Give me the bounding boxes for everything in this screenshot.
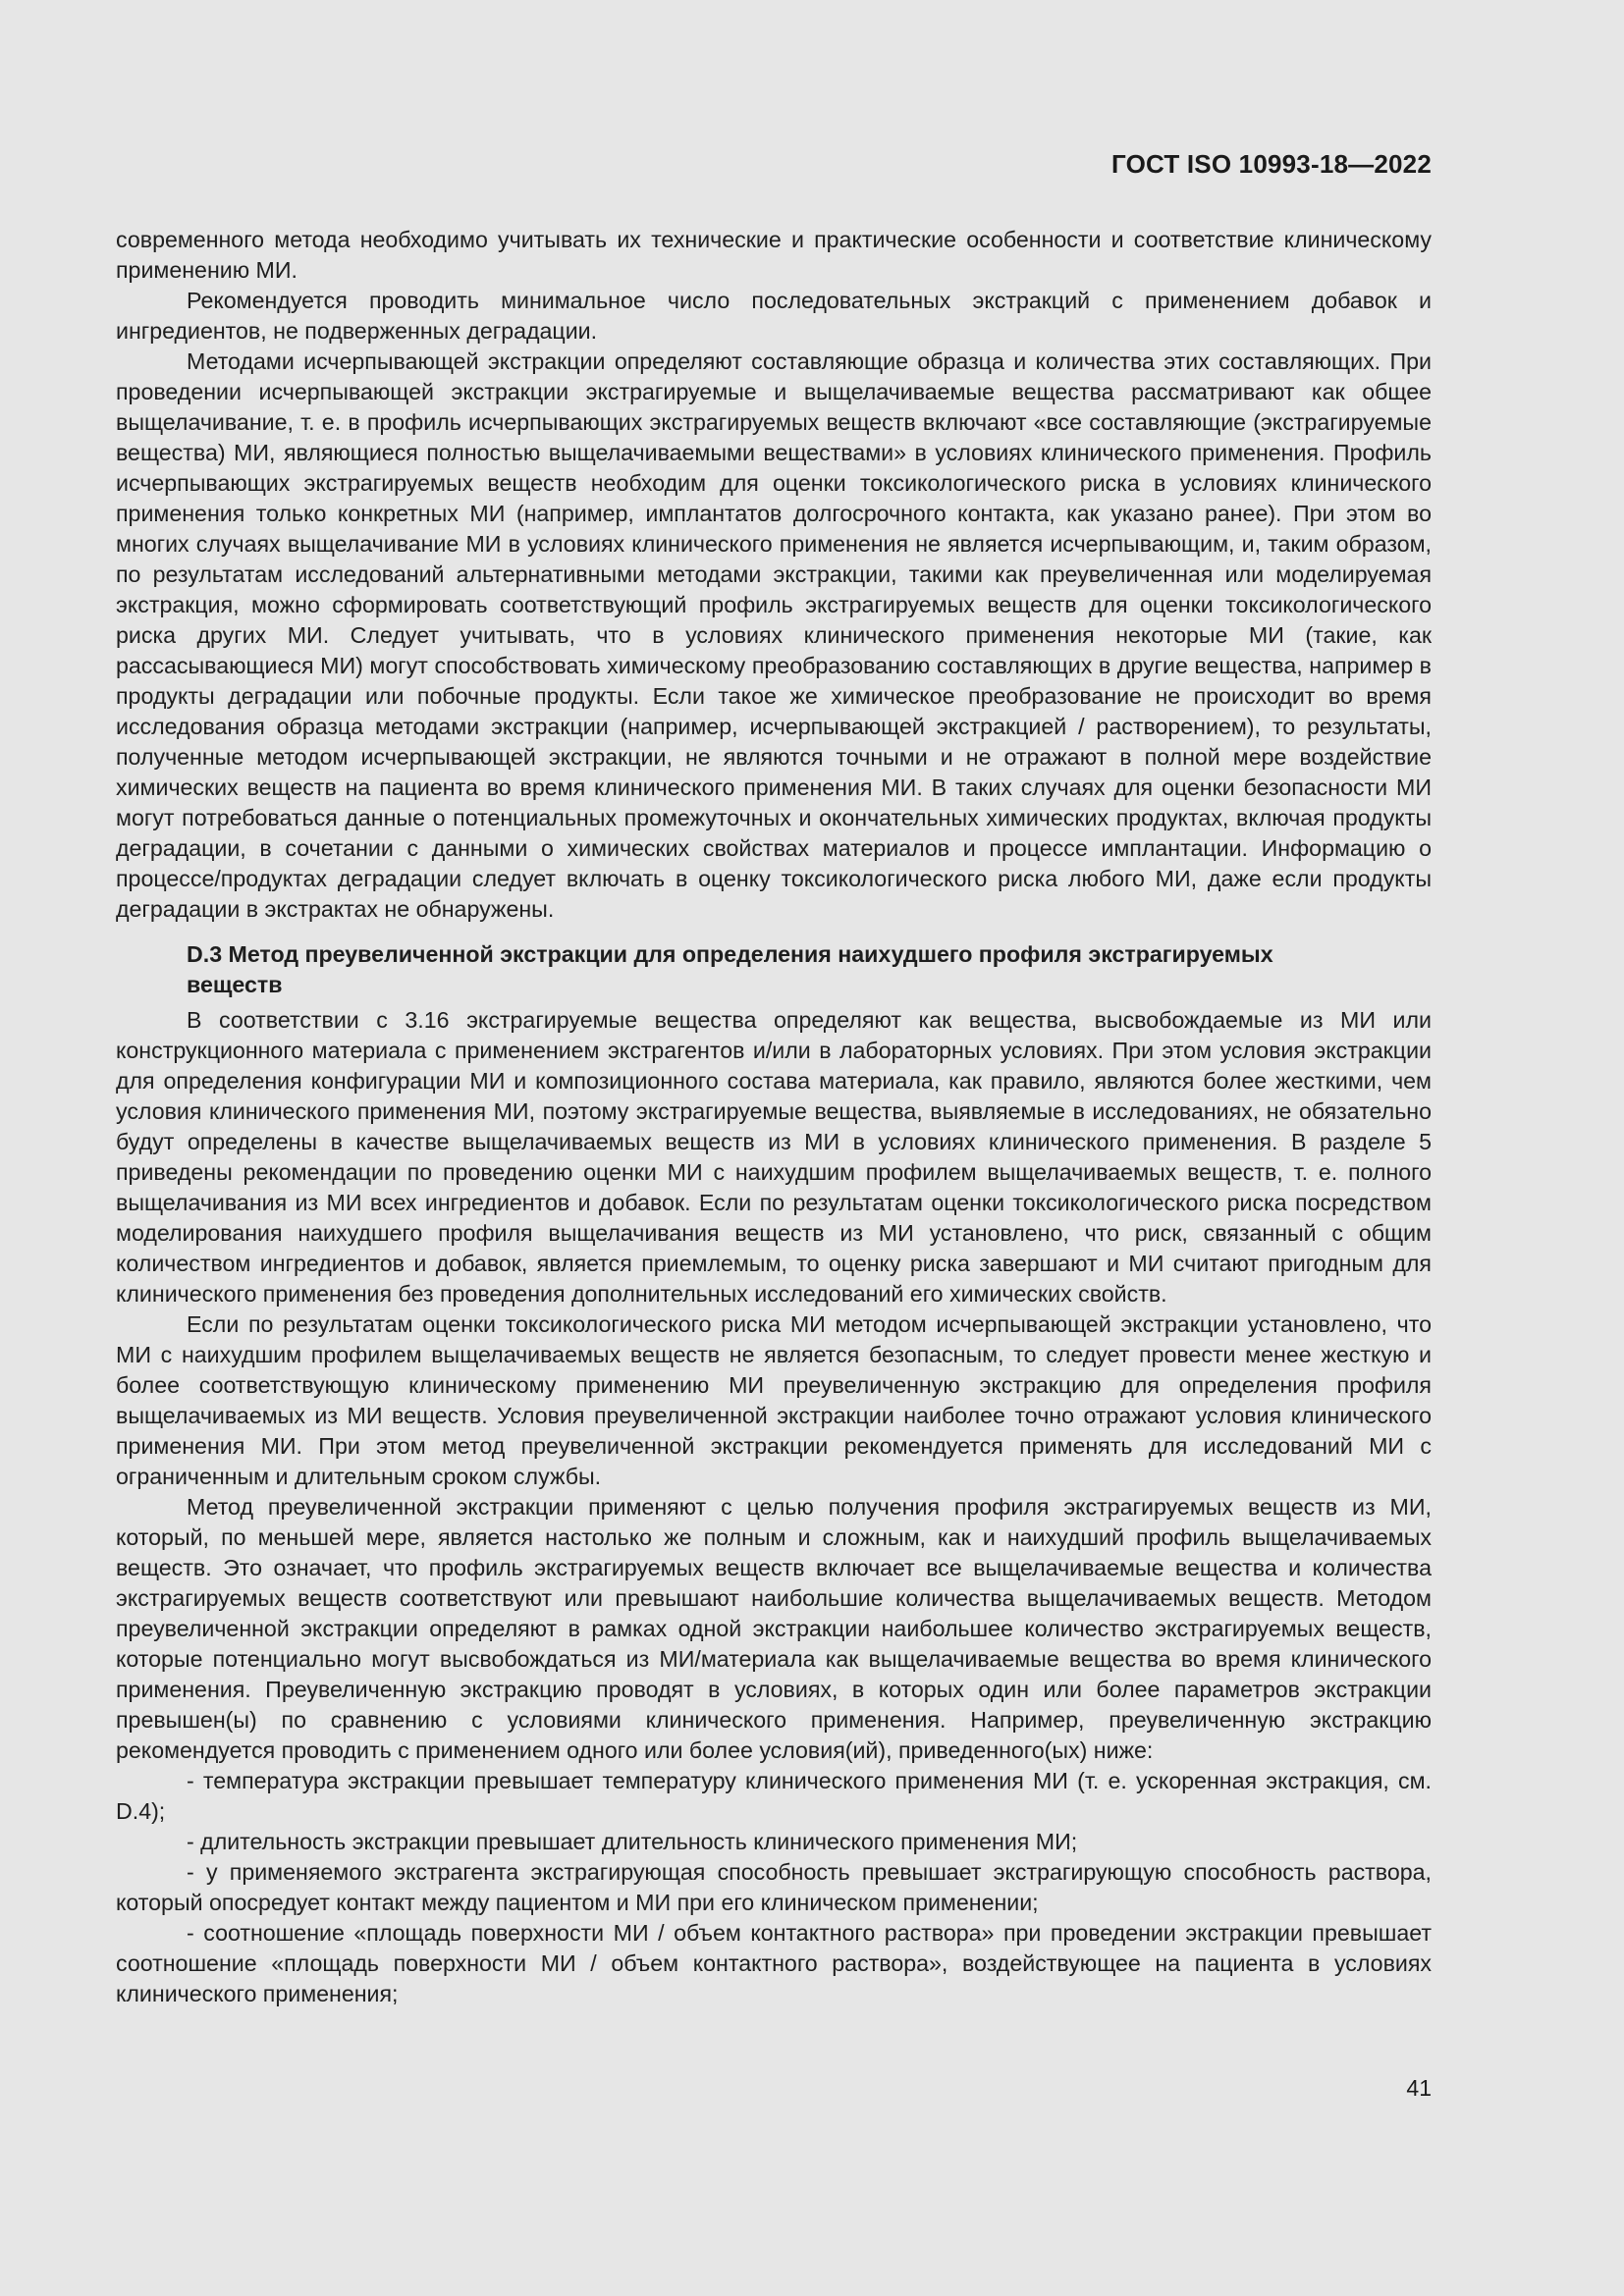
paragraph: Метод преувеличенной экстракции применяют с целью получения профиля экстрагируемых веществ из МИ, который, по меньшей мере, является настолько же полным и сложным, как и наихудший профиль выщелачиваемых веществ. Это означает, что профиль экстрагируемых веществ включает все выщелачиваемые вещества и количества экстрагируемых веществ соответствуют или превышают наибольшие количества выщелачиваемых веществ. Методом преувеличенной экстракции определяют в рамках одной экстракции наибольшее количество экстрагируемых веществ, которые потенциально могут высвобождаться из МИ/материала как выщелачиваемые вещества во время клинического применения. Преувеличенную экстракцию проводят в условиях, в которых один или более параметров экстракции превышен(ы) по сравнению с условиями клинического применения. Например, преувеличенную экстракцию рекомендуется проводить с применением одного или более условия(ий), приведенного(ых) ниже: <box>116 1494 1432 1763</box>
paragraph: Методами исчерпывающей экстракции определяют составляющие образца и количества этих составляющих. При проведении исчерпывающей экстракции экстрагируемые и выщелачиваемые вещества рассматривают как общее выщелачивание, т. е. в профиль исчерпывающих экстрагируемых веществ включают «все составляющие (экстрагируемые вещества) МИ, являющиеся полностью выщелачиваемыми веществами» в условиях клинического применения. Профиль исчерпывающих экстрагируемых веществ необходим для оценки токсикологического риска в условиях клинического применения только конкретных МИ (например, имплантатов долгосрочного контакта, как указано ранее). При этом во многих случаях выщелачивание МИ в условиях клинического применения не является исчерпывающим, и, таким образом, по результатам исследований альтернативными методами экстракции, такими как преувеличенная или моделируемая экстракция, можно сформировать соответствующий профиль экстрагируемых веществ для оценки токсикологического риска других МИ. Следует учитывать, что в условиях клинического применения некоторые МИ (такие, как рассасывающиеся МИ) могут способствовать химическому преобразованию составляющих в другие вещества, например в продукты деградации или побочные продукты. Если такое же химическое преобразование не происходит во время исследования образца методами экстракции (например, исчерпывающей экстракцией / растворением), то результаты, полученные методом исчерпывающей экстракции, не являются точными и не отражают в полной мере воздействие химических веществ на пациента во время клинического применения МИ. В таких случаях для оценки безопасности МИ могут потребоваться данные о потенциальных промежуточных и окончательных химических продуктах, включая продукты деградации, в сочетании с данными о химических свойствах материалов и процессе имплантации. Информацию о процессе/продуктах деградации следует включать в оценку токсикологического риска любого МИ, даже если продукты деградации в экстрактах не обнаружены. <box>116 348 1432 922</box>
list-item: - соотношение «площадь поверхности МИ / объем контактного раствора» при проведении экстракции превышает соотношение «площадь поверхности МИ / объем контактного раствора», воздействующее на пациента в условиях клинического применения; <box>116 1920 1432 2006</box>
document-body <box>116 225 1432 2009</box>
list-item: - температура экстракции превышает температуру клинического применения МИ (т. е. ускоренная экстракция, см. D.4); <box>116 1768 1432 1824</box>
paragraph: Если по результатам оценки токсикологического риска МИ методом исчерпывающей экстракции установлено, что МИ с наихудшим профилем выщелачиваемых веществ не является безопасным, то следует провести менее жесткую и более соответствующую клиническому применению МИ преувеличенную экстракцию для определения профиля выщелачиваемых из МИ веществ. Условия преувеличенной экстракции наиболее точно отражают условия клинического применения МИ. При этом метод преувеличенной экстракции рекомендуется применять для исследований МИ с ограниченным и длительным сроком службы. <box>116 1311 1432 1489</box>
paragraph-continuation: современного метода необходимо учитывать их технические и практические особенности и соответствие клиническому применению МИ. <box>116 227 1432 283</box>
list-item: - длительность экстракции превышает длительность клинического применения МИ; <box>187 1829 1078 1854</box>
paragraph: Рекомендуется проводить минимальное число последовательных экстракций с применением добавок и ингредиентов, не подверженных деградации. <box>116 288 1432 344</box>
section-heading-d3: D.3 Метод преувеличенной экстракции для определения наихудшего профиля экстрагируемых веществ <box>187 941 1273 997</box>
paragraph: В соответствии с 3.16 экстрагируемые вещества определяют как вещества, высвобождаемые из МИ или конструкционного материала с применением экстрагентов и/или в лабораторных условиях. При этом условия экстракции для определения конфигурации МИ и композиционного состава материала, как правило, являются более жесткими, чем условия клинического применения МИ, поэтому экстрагируемые вещества, выявляемые в исследованиях, не обязательно будут определены в качестве выщелачиваемых веществ из МИ в условиях клинического применения. В разделе 5 приведены рекомендации по проведению оценки МИ с наихудшим профилем выщелачиваемых веществ, т. е. полного выщелачивания из МИ всех ингредиентов и добавок. Если по результатам оценки токсикологического риска посредством моделирования наихудшего профиля выщелачивания веществ из МИ установлено, что риск, связанный с общим количеством ингредиентов и добавок, является приемлемым, то оценку риска завершают и МИ считают пригодным для клинического применения без проведения дополнительных исследований его химических свойств. <box>116 1007 1432 1307</box>
document-header-id: ГОСТ ISO 10993-18—2022 <box>1111 149 1432 179</box>
page-number: 41 <box>1406 2075 1432 2101</box>
list-item: - у применяемого экстрагента экстрагирующая способность превышает экстрагирующую способность раствора, который опосредует контакт между пациентом и МИ при его клиническом применении; <box>116 1859 1432 1915</box>
